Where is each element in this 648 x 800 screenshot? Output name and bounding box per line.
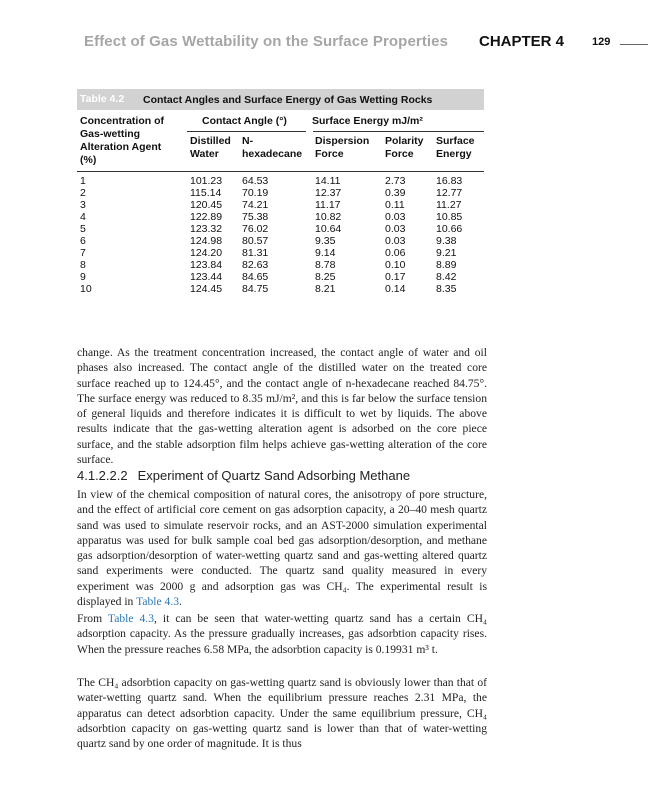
sub-header-polarity-2: Force [385,148,414,160]
cell-energy: 8.42 [436,271,457,283]
cell-water: 120.45 [190,199,223,211]
sub-header-surface-energy-1: Surface [436,135,475,147]
cell-water: 123.32 [190,223,223,235]
cell-polarity: 0.10 [385,259,406,271]
running-title: Effect of Gas Wettability on the Surface Properties [84,33,449,50]
cell-water: 101.23 [190,175,223,187]
chapter-label: CHAPTER 4 [479,33,565,50]
table-row [77,211,484,223]
cell-hexadecane: 84.75 [242,283,269,295]
section-number: 4.1.2.2.2 [77,468,128,483]
cell-hexadecane: 70.19 [242,187,269,199]
sub-header-dispersion-2: Force [315,148,344,160]
cell-water: 122.89 [190,211,223,223]
page-number: 129 [592,36,611,48]
cell-water: 124.45 [190,283,223,295]
table-row [77,259,484,271]
cell-energy: 9.21 [436,247,457,259]
table-4-3-link[interactable]: Table 4.3 [136,595,180,609]
table-row [77,223,484,235]
cell-conc: 7 [80,247,86,259]
paragraph-2-end: . [179,595,182,609]
table-row [77,271,484,283]
cell-water: 124.98 [190,235,223,247]
cell-polarity: 0.39 [385,187,406,199]
cell-dispersion: 9.35 [315,235,336,247]
paragraph-3-text: , it can be seen that water-wetting quartz sand has a certain CH₄ adsorption capacity. As the pressure gradually increases, gas adsorbtion capacity rises. When the pressure reaches 6.58 MPa, the adsorbtion capacity is 0.19931 m³ t. [77,612,487,656]
sub-header-distilled-2: Water [190,148,219,160]
sub-header-distilled-1: Distilled [190,135,231,147]
paragraph-4: The CH₄ adsorbtion capacity on gas-wetting quartz sand is obviously lower than that of water-wetting quartz sand. When the equilibrium pressure reaches 2.31 MPa, the apparatus can detect adsorbtion capacity. Under the same equilibrium pressure, CH₄ adsorbtion capacity on gas-wetting quartz sand is lower than that of water-wetting quartz sand by one order of magnitude. It is thus [77,676,487,751]
cell-polarity: 0.03 [385,235,406,247]
cell-conc: 9 [80,271,86,283]
cell-water: 123.84 [190,259,223,271]
header-rule [620,44,648,45]
table-row [77,247,484,259]
cell-hexadecane: 76.02 [242,223,269,235]
cell-conc: 5 [80,223,86,235]
cell-energy: 16.83 [436,175,463,187]
col-header-concentration-2: Gas-wetting [80,128,141,140]
sub-header-hexadecane-1: N- [242,135,254,147]
cell-energy: 10.66 [436,223,463,235]
paragraph-2-text: In view of the chemical composition of natural cores, the anisotropy of pore structure, and the effect of artificial core cement on gas adsorption capacity, a 20–40 mesh quartz sand was used to simulate reservoir rocks, and an AST-2000 simulation experimental apparatus was used for bulk sample coal bed gas adsorption/desorption, and methane gas adsorption/desorption of water-wetting quartz sand and gas-wetting altered quartz sand experiments were conducted. The quartz sand quality measured in every experiment was 2000 g and adsorption gas was CH₄. The experimental result is displayed in [77,488,487,609]
sub-header-hexadecane-2: hexadecane [242,148,303,160]
cell-hexadecane: 84.65 [242,271,269,283]
cell-conc: 4 [80,211,86,223]
cell-energy: 11.27 [436,199,462,211]
cell-water: 115.14 [190,187,222,199]
section-title: Experiment of Quartz Sand Adsorbing Methane [137,468,411,483]
table-row [77,283,484,295]
sub-header-dispersion-1: Dispersion [315,135,370,147]
table-title: Contact Angles and Surface Energy of Gas Wetting Rocks [143,94,433,106]
cell-dispersion: 12.37 [315,187,342,199]
cell-conc: 8 [80,259,86,271]
cell-polarity: 2.73 [385,175,406,187]
sub-header-surface-energy-2: Energy [436,148,472,160]
cell-energy: 12.77 [436,187,463,199]
cell-polarity: 0.17 [385,271,406,283]
cell-dispersion: 8.78 [315,259,336,271]
cell-conc: 6 [80,235,86,247]
cell-dispersion: 8.21 [315,283,336,295]
cell-energy: 8.89 [436,259,457,271]
cell-energy: 10.85 [436,211,463,223]
table-row [77,199,484,211]
cell-hexadecane: 74.21 [242,199,269,211]
table-caption [77,89,484,110]
header-bottom-rule [77,171,484,172]
cell-conc: 1 [80,175,86,187]
cell-polarity: 0.03 [385,223,406,235]
cell-conc: 10 [80,283,92,295]
paragraph-2 [77,487,487,609]
running-header [84,33,648,53]
cell-dispersion: 11.17 [315,199,341,211]
cell-hexadecane: 82.63 [242,259,269,271]
group-rule-surface-energy [313,131,484,132]
paragraph-3-start: From [77,612,103,625]
cell-dispersion: 14.11 [315,175,341,187]
cell-conc: 2 [80,187,86,199]
cell-water: 124.20 [190,247,223,259]
group-header-surface-energy: Surface Energy mJ/m² [312,115,423,127]
table-label: Table 4.2 [80,93,125,105]
cell-dispersion: 10.82 [315,211,342,223]
table-row [77,187,484,199]
cell-water: 123.44 [190,271,223,283]
cell-hexadecane: 81.31 [242,247,269,259]
cell-hexadecane: 64.53 [242,175,269,187]
col-header-concentration-4: (%) [80,154,97,166]
table-4-3-link-2[interactable]: Table 4.3 [107,612,154,625]
table-row [77,235,484,247]
paragraph-1: change. As the treatment concentration increased, the contact angle of water and oil phases also increased. The contact angle of the distilled water on the treated core surface reached up to 124.45°, and the contact angle of n-hexadecane reached 84.75°. The surface energy was reduced to 8.35 mJ/m², and this is far below the surface tension of general liquids and therefore indicates it is difficult to wet by liquids. The above results indicate that the gas-wetting alteration agent is adsorbed on the core piece surface, and the stable adsorption film helps achieve gas-wetting alteration of the core surface. [77,346,487,467]
group-header-contact-angle: Contact Angle (°) [202,115,287,127]
sub-header-polarity-1: Polarity [385,135,424,147]
cell-polarity: 0.06 [385,247,406,259]
cell-conc: 3 [80,199,86,211]
cell-energy: 8.35 [436,283,457,295]
section-heading [77,468,410,483]
cell-polarity: 0.11 [385,199,405,211]
cell-polarity: 0.03 [385,211,406,223]
cell-hexadecane: 75.38 [242,211,269,223]
cell-polarity: 0.14 [385,283,406,295]
cell-hexadecane: 80.57 [242,235,269,247]
cell-dispersion: 8.25 [315,271,336,283]
paragraph-3 [77,611,487,657]
col-header-concentration-3: Alteration Agent [80,141,162,153]
table-row [77,175,484,187]
col-header-concentration-1: Concentration of [80,115,164,127]
cell-dispersion: 9.14 [315,247,336,259]
cell-energy: 9.38 [436,235,457,247]
group-rule-contact-angle [187,131,306,132]
cell-dispersion: 10.64 [315,223,342,235]
